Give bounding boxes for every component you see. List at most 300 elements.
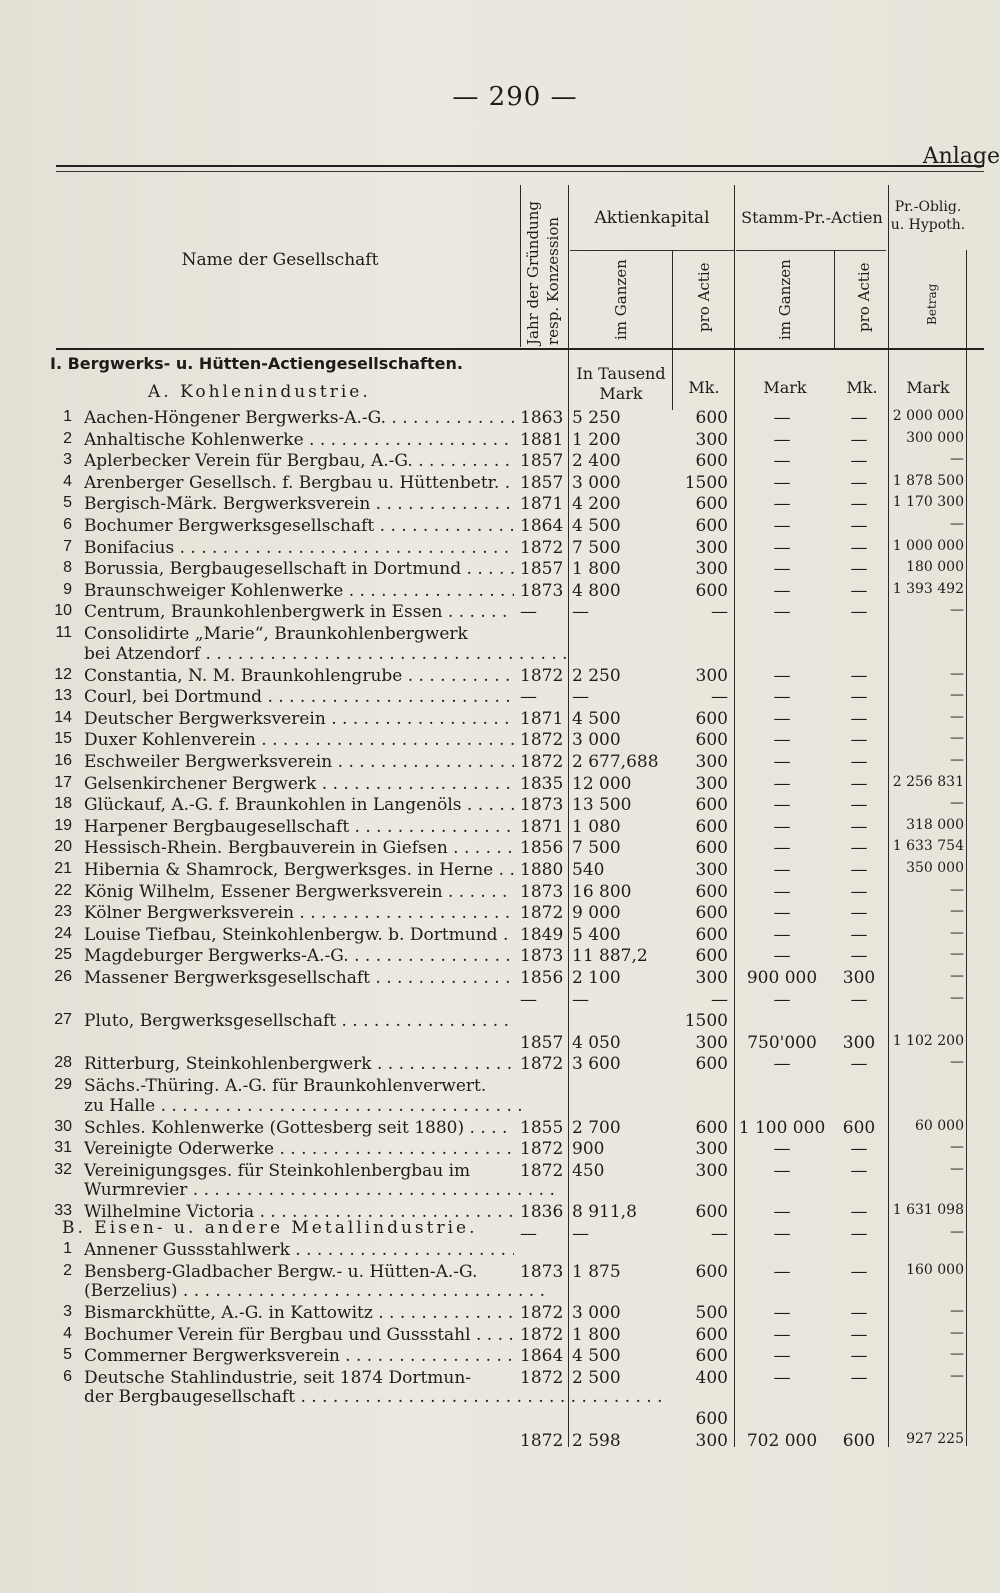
company-name: Aachen-Höngener Bergwerks-A.-G. . . . (84, 408, 514, 428)
table-row (0, 1054, 1000, 1076)
obligations-amount: — (950, 1139, 964, 1156)
preferred-total: — (773, 1202, 791, 1223)
obligations-amount: — (950, 1224, 964, 1240)
row-number: 16 (54, 752, 72, 769)
obligations-amount: — (950, 451, 964, 468)
table-row (0, 1118, 1000, 1140)
header-subrule (570, 250, 734, 251)
company-name: Annener Gussstahlwerk . . . (84, 1240, 514, 1260)
preferred-total: — (773, 708, 791, 729)
preferred-per-share: — (850, 1346, 868, 1366)
table-row (0, 408, 1000, 430)
obligations-amount: — (950, 730, 964, 747)
company-name: Glückauf, A.-G. f. Braunkohlen in Langenöls . . . (84, 795, 514, 815)
founding-year: 1872 (520, 537, 564, 558)
capital-total: 2 677,688 (572, 752, 659, 772)
preferred-per-share: — (850, 708, 868, 729)
preferred-per-share: — (850, 1261, 868, 1282)
capital-per-share: 500 (695, 1303, 728, 1323)
company-name: Constantia, N. M. Braunkohlengrube . . . (84, 666, 514, 686)
preferred-per-share: — (850, 516, 868, 536)
header-subrule (736, 250, 886, 251)
table-row (0, 516, 1000, 538)
preferred-per-share: — (850, 687, 868, 708)
capital-total: 3 600 (572, 1054, 621, 1075)
table-row (0, 666, 1000, 688)
row-number: 5 (63, 1346, 72, 1363)
table-row (0, 1240, 1000, 1262)
capital-per-share: 600 (695, 1117, 728, 1138)
table-row (0, 946, 1000, 968)
capital-total: 1 800 (572, 559, 621, 580)
founding-year: — (520, 989, 537, 1010)
preferred-total: — (773, 687, 791, 708)
capital-per-share: 300 (695, 860, 728, 880)
founding-year: 1836 (520, 1202, 564, 1223)
row-number: 19 (54, 816, 72, 834)
capital-per-share: 300 (695, 537, 728, 558)
preferred-per-share: — (850, 1224, 868, 1244)
obligations-amount: — (950, 1303, 964, 1319)
row-number: 28 (54, 1054, 72, 1072)
founding-year: 1864 (520, 516, 564, 536)
obligations-amount: — (950, 946, 964, 963)
company-name: Louise Tiefbau, Steinkohlenbergw. b. Dortmund . . . (84, 925, 514, 945)
row-number: 29 (54, 1076, 72, 1093)
preferred-total: — (773, 1139, 791, 1160)
table-row (0, 494, 1000, 516)
capital-per-share: 600 (695, 903, 728, 924)
capital-total: 4 050 (572, 1032, 621, 1053)
table-row (0, 903, 1000, 925)
capital-total: 2 500 (572, 1367, 621, 1388)
obligations-amount: 2 256 831 (892, 773, 964, 790)
preferred-total: — (773, 816, 791, 837)
capital-total: 11 887,2 (572, 946, 648, 967)
col-divider (834, 250, 835, 350)
preferred-total: — (773, 665, 791, 686)
row-number: 2 (63, 1261, 72, 1279)
preferred-total: — (773, 1160, 791, 1181)
preferred-per-share: — (850, 860, 868, 880)
table-row (0, 838, 1000, 860)
preferred-total: — (773, 773, 791, 794)
capital-total: 3 000 (572, 730, 621, 751)
company-name: Aplerbecker Verein für Bergbau, A.-G. . . . (84, 451, 514, 471)
founding-year: — (520, 1224, 537, 1244)
table-row (0, 990, 1000, 1012)
preferred-total: — (773, 429, 791, 450)
col-divider (672, 350, 673, 410)
founding-year: 1873 (520, 946, 564, 967)
capital-per-share: 1500 (684, 472, 728, 493)
section-1-title: I. Bergwerks- u. Hütten-Actiengesellschaften. (50, 354, 463, 373)
preferred-total: — (773, 472, 791, 493)
obligations-amount: 160 000 (906, 1261, 964, 1278)
obligations-amount: — (950, 924, 964, 941)
table-row (0, 1346, 1000, 1368)
preferred-total: — (773, 881, 791, 902)
company-name: Hessisch-Rhein. Bergbauverein in Giefsen . . . (84, 838, 514, 858)
obligations-amount: — (950, 1324, 964, 1341)
table-row (0, 882, 1000, 904)
table-row (0, 559, 1000, 581)
capital-per-share: 600 (695, 494, 728, 515)
capital-total: 1 080 (572, 816, 621, 837)
row-number: 4 (63, 472, 72, 490)
name-column-header: Name der Gesellschaft (181, 250, 379, 270)
capital-per-share: 600 (695, 730, 728, 751)
company-name-continued: bei Atzendorf . . . (84, 644, 568, 664)
obligations-amount: 1 633 754 (892, 838, 964, 855)
capital-total: 8 911,8 (572, 1202, 637, 1223)
preferred-per-share: — (850, 816, 868, 837)
row-number: 10 (54, 602, 72, 620)
capital-total: 7 500 (572, 537, 621, 558)
table-row (0, 1325, 1000, 1347)
obligations-amount: 927 225 (906, 1430, 964, 1447)
capital-per-share: 600 (695, 1261, 728, 1282)
capital-per-share: 300 (695, 752, 728, 772)
preferred-per-share: — (850, 881, 868, 902)
preferred-per-share: — (850, 1160, 868, 1181)
preferred-per-share: — (850, 472, 868, 493)
capital-total: 4 500 (572, 516, 621, 536)
preferred-total: 750'000 (747, 1032, 817, 1053)
row-number: 7 (63, 537, 72, 555)
row-number: 27 (54, 1011, 72, 1029)
founding-year: 1873 (520, 1261, 564, 1282)
header-rule-bottom (56, 348, 984, 350)
obligations-amount: 2 000 000 (892, 408, 964, 424)
founding-year: 1873 (520, 580, 564, 601)
founding-year: — (520, 687, 537, 708)
company-name: Duxer Kohlenverein . . . (84, 730, 514, 750)
founding-year: 1871 (520, 494, 564, 515)
row-number: 31 (54, 1139, 72, 1157)
preferred-per-share: — (850, 730, 868, 751)
company-name: Kölner Bergwerksverein . . . (84, 903, 514, 923)
preferred-per-share: 600 (842, 1117, 876, 1138)
founding-year: 1872 (520, 1324, 564, 1345)
capital-total: 2 250 (572, 665, 621, 686)
capital-per-share: 600 (695, 408, 728, 428)
obligations-amount: — (950, 665, 964, 682)
founding-year: 1856 (520, 968, 564, 988)
obligations-amount: 1 000 000 (892, 537, 964, 554)
company-name: Schles. Kohlenwerke (Gottesberg seit 1880) . . . (84, 1118, 514, 1138)
row-number: 8 (63, 559, 72, 577)
annex-label: Anlage (922, 144, 1000, 169)
obligations-amount: 1 878 500 (892, 472, 964, 489)
capital-total: — (572, 989, 589, 1010)
founding-year: 1873 (520, 795, 564, 816)
row-number: 11 (55, 624, 72, 641)
founding-year: 1872 (520, 1054, 564, 1075)
capital-total: 4 200 (572, 494, 621, 515)
capital-total: 1 875 (572, 1261, 621, 1282)
table-row (0, 473, 1000, 495)
capital-total: 3 000 (572, 1303, 621, 1323)
preferred-per-share: — (850, 665, 868, 686)
obligations-amount: 300 000 (906, 429, 964, 446)
company-name-continued: (Berzelius) . . . (84, 1281, 545, 1301)
capital-per-share: — (711, 602, 728, 623)
unit-mark-2: Mark (906, 378, 950, 397)
table-row (0, 925, 1000, 947)
capital-total: 13 500 (572, 795, 632, 816)
preferred-total: — (773, 989, 791, 1010)
company-name: Deutsche Stahlindustrie, seit 1874 Dortmun- (84, 1367, 472, 1388)
pro-actie-header-2: pro Actie (855, 262, 873, 332)
company-name: Ritterburg, Steinkohlenbergwerk . . . (84, 1054, 514, 1074)
capital-per-share: 600 (695, 838, 728, 859)
capital-per-share: — (711, 989, 728, 1010)
capital-total: 900 (572, 1139, 605, 1160)
obligations-amount: 1 102 200 (892, 1032, 964, 1049)
table-row (0, 1409, 1000, 1431)
row-number: 1 (63, 1240, 72, 1257)
obligations-amount: — (950, 795, 964, 812)
capital-per-share: 600 (695, 946, 728, 967)
capital-total: — (572, 687, 589, 708)
founding-year: 1872 (520, 665, 564, 686)
obligations-amount: — (950, 1054, 964, 1071)
capital-per-share: 300 (695, 968, 728, 988)
row-number: 23 (54, 903, 72, 921)
capital-per-share: 600 (695, 924, 728, 945)
company-name: Bismarckhütte, A.-G. in Kattowitz . . . (84, 1303, 514, 1323)
row-number: 3 (63, 451, 72, 469)
company-name: Bochumer Verein für Bergbau und Gussstahl . . . (84, 1325, 514, 1345)
capital-total: 2 598 (572, 1430, 621, 1451)
founding-year: 1871 (520, 816, 564, 837)
obligations-amount: — (950, 752, 964, 768)
preferred-total: — (773, 1324, 791, 1345)
capital-per-share: 300 (695, 1139, 728, 1160)
founding-year: 1871 (520, 708, 564, 729)
founding-year: 1855 (520, 1117, 564, 1138)
table-row (0, 730, 1000, 752)
preferred-per-share: 600 (842, 1430, 876, 1451)
preferred-per-share: — (850, 559, 868, 580)
row-number: 12 (54, 665, 72, 683)
founding-year: 1835 (520, 773, 564, 794)
table-row (0, 687, 1000, 709)
preferred-per-share: 300 (842, 968, 876, 988)
company-name-continued: Wurmrevier . . . (84, 1180, 555, 1200)
preferred-total: — (773, 730, 791, 751)
betrag-header: Betrag (925, 283, 939, 325)
preferred-per-share: — (850, 903, 868, 924)
row-number: 18 (54, 795, 72, 813)
company-name: Bonifacius . . . (84, 538, 514, 558)
table-row (0, 817, 1000, 839)
table-row (0, 1033, 1000, 1055)
founding-year: 1881 (520, 429, 564, 450)
company-name: Bergisch-Märk. Bergwerksverein . . . (84, 494, 514, 514)
capital-per-share: 600 (695, 451, 728, 472)
row-number: 17 (54, 773, 72, 791)
capital-total: 540 (572, 860, 605, 880)
company-name: Commerner Bergwerksverein . . . (84, 1346, 514, 1366)
capital-per-share: 600 (695, 1409, 728, 1429)
preferred-per-share: — (850, 946, 868, 967)
im-ganzen-header-2: im Ganzen (776, 259, 794, 340)
founding-year: 1873 (520, 881, 564, 902)
row-number: 4 (63, 1324, 72, 1342)
founding-year: 1872 (520, 1303, 564, 1323)
preferred-per-share: — (850, 1139, 868, 1160)
obligations-amount: — (950, 968, 964, 984)
row-number: 1 (63, 408, 72, 425)
company-name: Courl, bei Dortmund . . . (84, 687, 514, 707)
obligations-amount: 1 393 492 (892, 580, 964, 597)
company-name-continued: zu Halle . . . (84, 1096, 523, 1116)
preferred-total: — (773, 838, 791, 859)
obligations-amount: 318 000 (906, 816, 964, 833)
company-name: Massener Bergwerksgesellschaft . . . (84, 968, 514, 988)
capital-per-share: 600 (695, 881, 728, 902)
founding-year: 1849 (520, 924, 564, 945)
row-number: 22 (54, 881, 72, 899)
row-number: 15 (54, 730, 72, 748)
row-number: 9 (63, 580, 72, 598)
capital-total: 2 100 (572, 968, 621, 988)
founding-year: 1857 (520, 472, 564, 493)
preferred-total: — (773, 903, 791, 924)
preferred-total: 1 100 000 (738, 1117, 826, 1138)
unit-mk-2: Mk. (846, 378, 878, 397)
col-divider (672, 250, 673, 350)
company-name: Braunschweiger Kohlenwerke . . . (84, 581, 514, 601)
prob-header: Pr.-Oblig. u. Hypoth. (890, 199, 966, 233)
im-ganzen-header: im Ganzen (612, 259, 630, 340)
preferred-per-share: — (850, 429, 868, 450)
row-number: 20 (54, 838, 72, 856)
obligations-amount: 1 170 300 (892, 494, 964, 511)
preferred-total: — (773, 537, 791, 558)
preferred-per-share: — (850, 773, 868, 794)
capital-total: — (572, 602, 589, 623)
row-number: 2 (63, 429, 72, 447)
capital-total: 4 500 (572, 708, 621, 729)
obligations-amount: — (950, 708, 964, 725)
company-name: Harpener Bergbaugesellschaft . . . (84, 817, 514, 837)
preferred-total: — (773, 602, 791, 623)
obligations-amount: — (950, 989, 964, 1006)
capital-per-share: 300 (695, 429, 728, 450)
preferred-per-share: — (850, 408, 868, 428)
company-name: Vereinigte Oderwerke . . . (84, 1139, 514, 1159)
pro-actie-header: pro Actie (695, 262, 713, 332)
preferred-per-share: — (850, 451, 868, 472)
capital-per-share: 600 (695, 1202, 728, 1223)
capital-per-share: 600 (695, 516, 728, 536)
obligations-amount: 60 000 (915, 1117, 964, 1134)
capital-total: 2 700 (572, 1117, 621, 1138)
capital-total: 9 000 (572, 903, 621, 924)
founding-year: 1857 (520, 559, 564, 580)
table-row (0, 1303, 1000, 1325)
row-number: 24 (54, 924, 72, 942)
preferred-total: — (773, 795, 791, 816)
table-row (0, 709, 1000, 731)
unit-cap: In Tausend Mark (576, 364, 666, 403)
capital-total: 1 200 (572, 429, 621, 450)
founding-year: 1872 (520, 903, 564, 924)
capital-per-share: — (711, 687, 728, 708)
founding-year: 1880 (520, 860, 564, 880)
capital-total: 3 000 (572, 472, 621, 493)
preferred-per-share: — (850, 1324, 868, 1345)
table-row (0, 968, 1000, 990)
company-name: Deutscher Bergwerksverein . . . (84, 709, 514, 729)
capital-per-share: 600 (695, 1054, 728, 1075)
capital-per-share: — (711, 1224, 728, 1244)
table-row (0, 1139, 1000, 1161)
obligations-amount: — (950, 1346, 964, 1362)
table-row (0, 1431, 1000, 1453)
founding-year: 1863 (520, 408, 564, 428)
company-name: Sächs.-Thüring. A.-G. für Braunkohlenverwert. (84, 1076, 487, 1096)
founding-year: 1872 (520, 752, 564, 772)
row-number: 6 (63, 516, 72, 533)
preferred-total: — (773, 946, 791, 967)
row-number: 21 (54, 860, 72, 877)
company-name-continued: der Bergbaugesellschaft . . . (84, 1387, 663, 1407)
obligations-amount: — (950, 1160, 964, 1177)
capital-total: 450 (572, 1160, 605, 1181)
founding-year: 1872 (520, 1139, 564, 1160)
preferred-total: — (773, 1367, 791, 1388)
table-row (0, 752, 1000, 774)
founding-year: 1872 (520, 1430, 564, 1451)
preferred-per-share: — (850, 752, 868, 772)
company-name: Vereinigungsges. für Steinkohlenbergbau im (84, 1160, 471, 1181)
company-name: Centrum, Braunkohlenbergwerk in Essen . . . (84, 602, 514, 622)
capital-total: 7 500 (572, 838, 621, 859)
capital-per-share: 300 (695, 773, 728, 794)
preferred-total: — (773, 494, 791, 515)
company-name: Bensberg-Gladbacher Bergw.- u. Hütten-A.-G. (84, 1261, 478, 1282)
col-divider (520, 185, 521, 347)
row-number: 6 (63, 1367, 72, 1385)
unit-mk: Mk. (688, 378, 720, 397)
obligations-amount: — (950, 881, 964, 898)
capital-per-share: 600 (695, 1324, 728, 1345)
preferred-per-share: — (850, 602, 868, 623)
preferred-total: — (773, 1261, 791, 1282)
section-2-title: B. Eisen- u. andere Metallindustrie. (62, 1218, 478, 1238)
obligations-amount: 350 000 (906, 860, 964, 876)
row-number: 33 (54, 1202, 72, 1220)
capital-per-share: 1500 (684, 1011, 728, 1032)
table-row (0, 538, 1000, 560)
capital-total: 16 800 (572, 881, 632, 902)
page-number: — 290 — (452, 82, 578, 112)
capital-per-share: 600 (695, 795, 728, 816)
preferred-per-share: — (850, 838, 868, 859)
capital-per-share: 300 (695, 1032, 728, 1053)
founding-year: 1856 (520, 838, 564, 859)
table-row (0, 795, 1000, 817)
preferred-per-share: — (850, 795, 868, 816)
obligations-amount: — (950, 516, 964, 532)
company-name: König Wilhelm, Essener Bergwerksverein . . . (84, 882, 514, 902)
founding-year: 1857 (520, 1032, 564, 1053)
capital-per-share: 600 (695, 708, 728, 729)
